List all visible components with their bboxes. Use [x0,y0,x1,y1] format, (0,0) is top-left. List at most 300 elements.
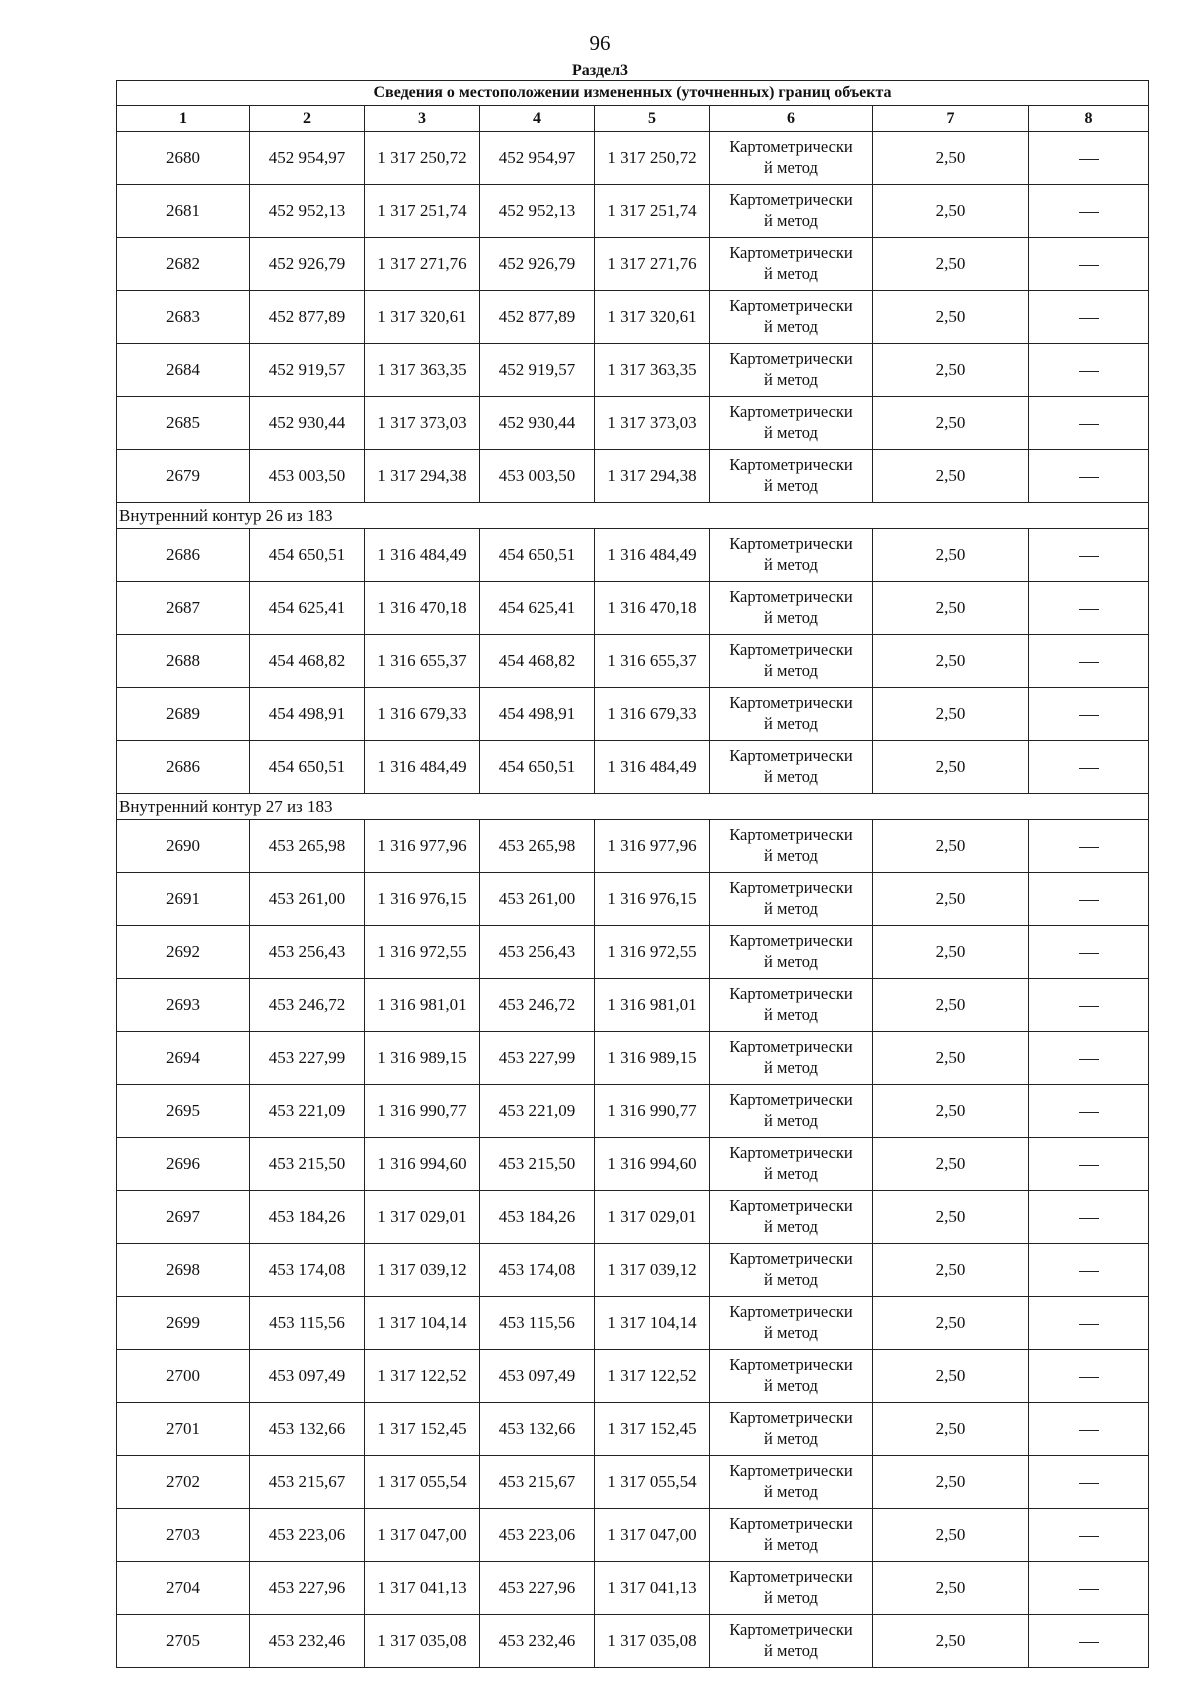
method-text-line-1: Картометрически [729,1248,853,1268]
accuracy-cell: 2,50 [873,132,1029,185]
column-header: 2 [250,106,365,132]
accuracy-cell: 2,50 [873,1085,1029,1138]
method-text-line-2: й метод [764,157,818,177]
dash-mark [1079,371,1099,372]
x-refined-cell: 453 097,49 [480,1350,595,1403]
column-numbers-row [117,106,1149,132]
x-refined-cell: 452 952,13 [480,185,595,238]
y-refined-cell: 1 316 972,55 [595,926,710,979]
y-refined-cell: 1 317 029,01 [595,1191,710,1244]
contour-label: Внутренний контур 27 из 183 [117,794,1149,820]
accuracy-cell: 2,50 [873,582,1029,635]
method-text-line-2: й метод [764,1322,818,1342]
x-existing-cell: 454 650,51 [250,741,365,794]
method-text-line-1: Картометрически [729,295,853,315]
y-existing-cell: 1 316 972,55 [365,926,480,979]
method-text-line-2: й метод [764,475,818,495]
accuracy-cell: 2,50 [873,926,1029,979]
point-number-cell: 2680 [117,132,250,185]
contour-row [117,794,1149,820]
point-number-cell: 2684 [117,344,250,397]
description-cell [1029,1403,1149,1456]
point-number-cell: 2679 [117,450,250,503]
method-text-line-1: Картометрически [729,1195,853,1215]
method-cell [710,1138,873,1191]
y-existing-cell: 1 317 320,61 [365,291,480,344]
description-cell [1029,397,1149,450]
method-cell [710,688,873,741]
method-text-line-2: й метод [764,1534,818,1554]
x-existing-cell: 453 184,26 [250,1191,365,1244]
y-refined-cell: 1 317 055,54 [595,1456,710,1509]
point-number-cell: 2687 [117,582,250,635]
table-row [117,1032,1149,1085]
method-text-line-1: Картометрически [729,745,853,765]
method-text-line-1: Картометрически [729,242,853,262]
method-text-line-1: Картометрически [729,401,853,421]
x-existing-cell: 453 261,00 [250,873,365,926]
y-existing-cell: 1 317 122,52 [365,1350,480,1403]
dash-mark [1079,662,1099,663]
point-number-cell: 2700 [117,1350,250,1403]
x-refined-cell: 454 650,51 [480,529,595,582]
accuracy-cell: 2,50 [873,185,1029,238]
y-existing-cell: 1 316 484,49 [365,741,480,794]
table-caption-row [117,81,1149,106]
point-number-cell: 2689 [117,688,250,741]
method-text-line-2: й метод [764,210,818,230]
point-number-cell: 2701 [117,1403,250,1456]
dash-mark [1079,318,1099,319]
point-number-cell: 2704 [117,1562,250,1615]
point-number-cell: 2695 [117,1085,250,1138]
method-text-line-2: й метод [764,713,818,733]
y-existing-cell: 1 317 152,45 [365,1403,480,1456]
description-cell [1029,1138,1149,1191]
table-row [117,344,1149,397]
point-number-cell: 2693 [117,979,250,1032]
y-refined-cell: 1 317 122,52 [595,1350,710,1403]
x-refined-cell: 453 174,08 [480,1244,595,1297]
accuracy-cell: 2,50 [873,1297,1029,1350]
column-header: 8 [1029,106,1149,132]
method-text-line-2: й метод [764,1587,818,1607]
table-row [117,873,1149,926]
x-refined-cell: 454 650,51 [480,741,595,794]
dash-mark [1079,212,1099,213]
page-number: 96 [589,31,611,55]
y-refined-cell: 1 317 047,00 [595,1509,710,1562]
x-refined-cell: 452 877,89 [480,291,595,344]
x-refined-cell: 452 954,97 [480,132,595,185]
method-cell [710,1244,873,1297]
table-row [117,238,1149,291]
table-row [117,185,1149,238]
method-cell [710,132,873,185]
description-cell [1029,1456,1149,1509]
description-cell [1029,741,1149,794]
dash-mark [1079,477,1099,478]
x-existing-cell: 453 215,67 [250,1456,365,1509]
table-row [117,688,1149,741]
y-refined-cell: 1 317 104,14 [595,1297,710,1350]
method-cell [710,741,873,794]
dash-mark [1079,715,1099,716]
y-existing-cell: 1 316 981,01 [365,979,480,1032]
method-text-line-2: й метод [764,660,818,680]
table-row [117,741,1149,794]
dash-mark [1079,1324,1099,1325]
dash-mark [1079,1483,1099,1484]
x-refined-cell: 453 232,46 [480,1615,595,1668]
point-number-cell: 2686 [117,529,250,582]
method-text-line-2: й метод [764,1216,818,1236]
description-cell [1029,1085,1149,1138]
table-row [117,1350,1149,1403]
method-text-line-2: й метод [764,607,818,627]
method-text-line-2: й метод [764,1640,818,1660]
dash-mark [1079,1589,1099,1590]
method-text-line-2: й метод [764,1110,818,1130]
x-refined-cell: 452 930,44 [480,397,595,450]
dash-mark [1079,1377,1099,1378]
y-existing-cell: 1 317 055,54 [365,1456,480,1509]
method-text-line-1: Картометрически [729,1566,853,1586]
method-text-line-1: Картометрически [729,692,853,712]
y-existing-cell: 1 317 363,35 [365,344,480,397]
x-existing-cell: 453 097,49 [250,1350,365,1403]
x-existing-cell: 453 246,72 [250,979,365,1032]
description-cell [1029,529,1149,582]
x-existing-cell: 453 223,06 [250,1509,365,1562]
table-row [117,1138,1149,1191]
accuracy-cell: 2,50 [873,529,1029,582]
method-text-line-1: Картометрически [729,1089,853,1109]
method-text-line-1: Картометрически [729,824,853,844]
x-existing-cell: 452 930,44 [250,397,365,450]
dash-mark [1079,1642,1099,1643]
method-text-line-1: Картометрически [729,136,853,156]
method-cell [710,450,873,503]
point-number-cell: 2692 [117,926,250,979]
method-text-line-1: Картометрически [729,1513,853,1533]
x-existing-cell: 454 625,41 [250,582,365,635]
boundary-coordinates-table [116,80,1149,1668]
method-cell [710,1509,873,1562]
x-existing-cell: 452 926,79 [250,238,365,291]
point-number-cell: 2702 [117,1456,250,1509]
x-existing-cell: 453 227,99 [250,1032,365,1085]
method-text-line-1: Картометрически [729,533,853,553]
accuracy-cell: 2,50 [873,1509,1029,1562]
table-row [117,1562,1149,1615]
x-refined-cell: 453 221,09 [480,1085,595,1138]
x-refined-cell: 453 215,50 [480,1138,595,1191]
method-text-line-2: й метод [764,369,818,389]
y-refined-cell: 1 317 041,13 [595,1562,710,1615]
x-refined-cell: 453 223,06 [480,1509,595,1562]
description-cell [1029,688,1149,741]
point-number-cell: 2682 [117,238,250,291]
method-text-line-1: Картометрически [729,189,853,209]
x-existing-cell: 453 003,50 [250,450,365,503]
table-body [117,81,1149,1668]
accuracy-cell: 2,50 [873,1191,1029,1244]
column-header: 7 [873,106,1029,132]
point-number-cell: 2685 [117,397,250,450]
method-text-line-2: й метод [764,1057,818,1077]
x-existing-cell: 453 215,50 [250,1138,365,1191]
dash-mark [1079,159,1099,160]
point-number-cell: 2699 [117,1297,250,1350]
x-existing-cell: 454 650,51 [250,529,365,582]
x-refined-cell: 452 926,79 [480,238,595,291]
table-row [117,979,1149,1032]
y-existing-cell: 1 316 470,18 [365,582,480,635]
method-text-line-2: й метод [764,263,818,283]
method-cell [710,529,873,582]
point-number-cell: 2691 [117,873,250,926]
method-text-line-1: Картометрически [729,639,853,659]
description-cell [1029,820,1149,873]
table-row [117,291,1149,344]
x-refined-cell: 454 468,82 [480,635,595,688]
table-row [117,132,1149,185]
x-existing-cell: 453 221,09 [250,1085,365,1138]
method-cell [710,397,873,450]
y-existing-cell: 1 317 047,00 [365,1509,480,1562]
description-cell [1029,1032,1149,1085]
dash-mark [1079,265,1099,266]
y-refined-cell: 1 316 470,18 [595,582,710,635]
y-existing-cell: 1 316 655,37 [365,635,480,688]
accuracy-cell: 2,50 [873,1456,1029,1509]
description-cell [1029,635,1149,688]
table-row [117,582,1149,635]
y-refined-cell: 1 317 251,74 [595,185,710,238]
column-header: 3 [365,106,480,132]
method-cell [710,820,873,873]
table-row [117,926,1149,979]
y-existing-cell: 1 316 994,60 [365,1138,480,1191]
column-header: 5 [595,106,710,132]
method-cell [710,1456,873,1509]
method-cell [710,344,873,397]
y-refined-cell: 1 316 981,01 [595,979,710,1032]
description-cell [1029,1562,1149,1615]
y-refined-cell: 1 316 484,49 [595,529,710,582]
description-cell [1029,926,1149,979]
method-text-line-2: й метод [764,1481,818,1501]
x-existing-cell: 452 877,89 [250,291,365,344]
table-row [117,635,1149,688]
method-cell [710,1085,873,1138]
y-existing-cell: 1 317 104,14 [365,1297,480,1350]
x-existing-cell: 453 265,98 [250,820,365,873]
method-cell [710,1615,873,1668]
dash-mark [1079,1059,1099,1060]
method-cell [710,582,873,635]
dash-mark [1079,953,1099,954]
x-existing-cell: 452 952,13 [250,185,365,238]
description-cell [1029,1297,1149,1350]
accuracy-cell: 2,50 [873,450,1029,503]
x-refined-cell: 453 227,99 [480,1032,595,1085]
x-existing-cell: 454 468,82 [250,635,365,688]
y-refined-cell: 1 316 679,33 [595,688,710,741]
y-refined-cell: 1 317 152,45 [595,1403,710,1456]
y-existing-cell: 1 317 039,12 [365,1244,480,1297]
table-row [117,1615,1149,1668]
point-number-cell: 2694 [117,1032,250,1085]
accuracy-cell: 2,50 [873,1350,1029,1403]
y-refined-cell: 1 317 250,72 [595,132,710,185]
y-existing-cell: 1 316 679,33 [365,688,480,741]
column-header: 6 [710,106,873,132]
method-cell [710,185,873,238]
table-row [117,1509,1149,1562]
x-refined-cell: 453 003,50 [480,450,595,503]
table-row [117,1244,1149,1297]
method-cell [710,873,873,926]
description-cell [1029,132,1149,185]
y-refined-cell: 1 317 320,61 [595,291,710,344]
accuracy-cell: 2,50 [873,238,1029,291]
accuracy-cell: 2,50 [873,1032,1029,1085]
accuracy-cell: 2,50 [873,873,1029,926]
method-cell [710,979,873,1032]
table-row [117,1403,1149,1456]
method-cell [710,1032,873,1085]
y-refined-cell: 1 316 989,15 [595,1032,710,1085]
y-existing-cell: 1 316 484,49 [365,529,480,582]
description-cell [1029,582,1149,635]
y-refined-cell: 1 317 363,35 [595,344,710,397]
point-number-cell: 2683 [117,291,250,344]
method-text-line-1: Картометрически [729,877,853,897]
y-refined-cell: 1 316 655,37 [595,635,710,688]
description-cell [1029,1350,1149,1403]
dash-mark [1079,900,1099,901]
accuracy-cell: 2,50 [873,397,1029,450]
method-text-line-1: Картометрически [729,586,853,606]
dash-mark [1079,1165,1099,1166]
description-cell [1029,291,1149,344]
accuracy-cell: 2,50 [873,688,1029,741]
description-cell [1029,979,1149,1032]
method-text-line-2: й метод [764,1375,818,1395]
accuracy-cell: 2,50 [873,979,1029,1032]
x-existing-cell: 452 919,57 [250,344,365,397]
table-row [117,1191,1149,1244]
table-row [117,529,1149,582]
y-existing-cell: 1 317 294,38 [365,450,480,503]
y-refined-cell: 1 316 977,96 [595,820,710,873]
x-refined-cell: 453 227,96 [480,1562,595,1615]
point-number-cell: 2688 [117,635,250,688]
method-text-line-2: й метод [764,422,818,442]
y-existing-cell: 1 317 373,03 [365,397,480,450]
y-refined-cell: 1 316 976,15 [595,873,710,926]
x-existing-cell: 453 256,43 [250,926,365,979]
description-cell [1029,238,1149,291]
accuracy-cell: 2,50 [873,741,1029,794]
dash-mark [1079,424,1099,425]
x-refined-cell: 452 919,57 [480,344,595,397]
accuracy-cell: 2,50 [873,820,1029,873]
method-text-line-1: Картометрически [729,1460,853,1480]
point-number-cell: 2681 [117,185,250,238]
dash-mark [1079,1430,1099,1431]
method-cell [710,1562,873,1615]
method-text-line-1: Картометрически [729,1142,853,1162]
x-refined-cell: 453 246,72 [480,979,595,1032]
accuracy-cell: 2,50 [873,1562,1029,1615]
accuracy-cell: 2,50 [873,291,1029,344]
description-cell [1029,1509,1149,1562]
dash-mark [1079,847,1099,848]
table-caption: Сведения о местоположении измененных (уточненных) границ объекта [117,81,1149,106]
x-existing-cell: 453 115,56 [250,1297,365,1350]
method-text-line-1: Картометрически [729,1407,853,1427]
table-row [117,820,1149,873]
dash-mark [1079,1536,1099,1537]
method-text-line-1: Картометрически [729,1619,853,1639]
method-text-line-2: й метод [764,766,818,786]
method-text-line-2: й метод [764,1269,818,1289]
y-refined-cell: 1 317 039,12 [595,1244,710,1297]
y-existing-cell: 1 316 989,15 [365,1032,480,1085]
point-number-cell: 2703 [117,1509,250,1562]
method-text-line-2: й метод [764,845,818,865]
x-existing-cell: 453 227,96 [250,1562,365,1615]
y-existing-cell: 1 317 251,74 [365,185,480,238]
x-refined-cell: 453 265,98 [480,820,595,873]
x-existing-cell: 452 954,97 [250,132,365,185]
accuracy-cell: 2,50 [873,344,1029,397]
y-refined-cell: 1 317 271,76 [595,238,710,291]
method-text-line-2: й метод [764,1163,818,1183]
y-existing-cell: 1 316 990,77 [365,1085,480,1138]
y-existing-cell: 1 317 029,01 [365,1191,480,1244]
method-text-line-1: Картометрически [729,348,853,368]
point-number-cell: 2696 [117,1138,250,1191]
dash-mark [1079,1271,1099,1272]
x-existing-cell: 453 132,66 [250,1403,365,1456]
point-number-cell: 2690 [117,820,250,873]
dash-mark [1079,768,1099,769]
description-cell [1029,1244,1149,1297]
y-existing-cell: 1 317 271,76 [365,238,480,291]
dash-mark [1079,1112,1099,1113]
y-existing-cell: 1 316 977,96 [365,820,480,873]
table-row [117,397,1149,450]
column-header: 1 [117,106,250,132]
point-number-cell: 2698 [117,1244,250,1297]
x-existing-cell: 453 174,08 [250,1244,365,1297]
accuracy-cell: 2,50 [873,1244,1029,1297]
method-cell [710,1350,873,1403]
y-refined-cell: 1 316 484,49 [595,741,710,794]
x-refined-cell: 453 132,66 [480,1403,595,1456]
dash-mark [1079,609,1099,610]
accuracy-cell: 2,50 [873,1403,1029,1456]
x-refined-cell: 454 625,41 [480,582,595,635]
x-refined-cell: 453 115,56 [480,1297,595,1350]
point-number-cell: 2705 [117,1615,250,1668]
y-existing-cell: 1 316 976,15 [365,873,480,926]
method-text-line-1: Картометрически [729,1301,853,1321]
